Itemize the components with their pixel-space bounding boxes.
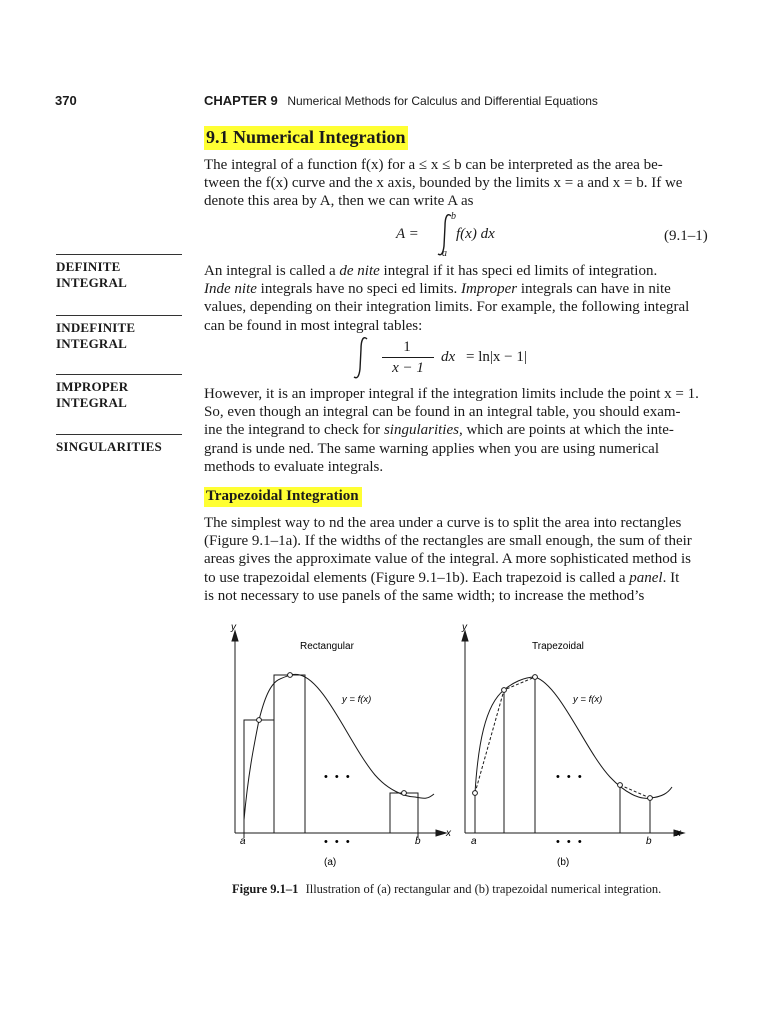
limit-a-label: a [240,836,246,847]
sample-point [648,796,653,801]
page-number: 370 [55,93,77,108]
ellipsis-dots: • • • [324,836,352,848]
margin-term-indefinite [56,315,182,352]
text-line: The integral of a function f(x) for a ≤ x ≤ b can be interpreted as the area be- [204,157,663,173]
fraction-denominator: x − 1 [392,360,424,376]
text-line: grand is unde ned. The same warning applies when you are using numerical [204,440,660,457]
text-line: denote this area by A, then we can write A as [204,193,474,210]
equation-integrand: f(x) dx [456,226,495,242]
subsection-title: Trapezoidal Integration [204,487,362,507]
paragraph-intro [204,156,712,211]
rectangle-3 [390,793,418,833]
integral-lower-limit: a [442,248,447,259]
paragraph-definitions [204,262,712,335]
paragraph-trapezoidal [204,514,712,605]
chapter-title: Numerical Methods for Calculus and Differential Equations [287,94,598,108]
margin-term-singularities [56,434,182,455]
text-line: However, it is an improper integral if the integration limits include the point x = 1. [204,386,699,402]
panel-rectangular [232,631,446,838]
equation-number: (9.1–1) [664,228,708,244]
text-line: (Figure 9.1–1a). If the widths of the rectangles are small enough, the sum of their [204,533,692,550]
sample-point [533,675,538,680]
margin-term-definite [56,254,182,291]
ellipsis-dots: • • • [556,771,584,783]
caption-label: Figure 9.1–1 [232,882,299,896]
limit-b-label: b [646,836,652,847]
text-line: to use trapezoidal elements (Figure 9.1–1b). Each trapezoid is called a panel. It [204,569,680,586]
rectangle-1 [244,720,274,833]
text-line: areas gives the approximate value of the integral. A more sophisticated method is [204,551,691,568]
panel-title: Trapezoidal [532,641,584,652]
equation-lhs: A = [396,226,419,242]
text-line: Inde nite integrals have no speci ed limits. Improper integrals can have in nite [204,281,671,298]
ellipsis-dots: • • • [556,836,584,848]
paragraph-improper [204,385,712,476]
panel-trapezoidal [462,631,684,836]
sample-point [473,791,478,796]
margin-term-line: IMPROPER [56,379,129,394]
equation2-dx: dx [441,349,456,365]
text-line: methods to evaluate integrals. [204,458,384,475]
x-axis-label: x [446,828,451,839]
sample-point [618,783,623,788]
sample-point [288,673,293,678]
y-axis-label: y [462,622,467,633]
curve-label: y = f(x) [573,694,603,705]
caption-text: Illustration of (a) rectangular and (b) trapezoidal numerical integration. [305,882,662,896]
ellipsis-dots: • • • [324,771,352,783]
fraction-bar [382,357,434,358]
text-line: ine the integrand to check for singularities, which are points at which the inte- [204,422,674,439]
integral-sign-2 [352,335,372,381]
running-header [204,93,598,108]
panel-title: Rectangular [300,641,354,652]
curve-f-x [244,674,434,820]
margin-term-line: INTEGRAL [56,336,127,351]
x-axis-label: x [676,828,681,839]
curve-label: y = f(x) [342,694,372,705]
integral-upper-limit: b [451,211,456,222]
equation2-rhs: = ln|x − 1| [466,349,527,365]
sample-point [257,718,262,723]
text-line: can be found in most integral tables: [204,317,423,334]
margin-term-line: INTEGRAL [56,395,127,410]
margin-term-line: DEFINITE [56,259,121,274]
text-line: tween the f(x) curve and the x axis, bounded by the limits x = a and x = b. If we [204,175,683,192]
subfigure-label: (b) [557,857,570,868]
x-axis-arrow [436,830,446,836]
figure-9-1-1 [200,615,720,875]
margin-term-line: INTEGRAL [56,275,127,290]
sample-point [402,791,407,796]
text-line: An integral is called a de nite integral if it has speci ed limits of integration. [204,263,658,279]
text-line: The simplest way to nd the area under a curve is to split the area into rectangles [204,515,682,531]
chapter-label: CHAPTER 9 [204,93,278,108]
text-line: is not necessary to use panels of the same width; to increase the method’s [204,587,645,604]
y-axis-label: y [231,622,236,633]
margin-term-line: SINGULARITIES [56,439,162,454]
text-line: So, even though an integral can be found in an integral table, you should exam- [204,404,681,421]
rectangle-2 [274,675,305,833]
figure-caption [232,882,661,897]
limit-b-label: b [415,836,421,847]
margin-term-improper [56,374,182,411]
fraction-numerator: 1 [403,339,411,355]
subfigure-label: (a) [324,857,337,868]
text-line: values, depending on their integration limits. For example, the following integral [204,299,690,316]
sample-point [502,688,507,693]
limit-a-label: a [471,836,477,847]
margin-term-line: INDEFINITE [56,320,136,335]
section-title: 9.1 Numerical Integration [204,126,408,150]
